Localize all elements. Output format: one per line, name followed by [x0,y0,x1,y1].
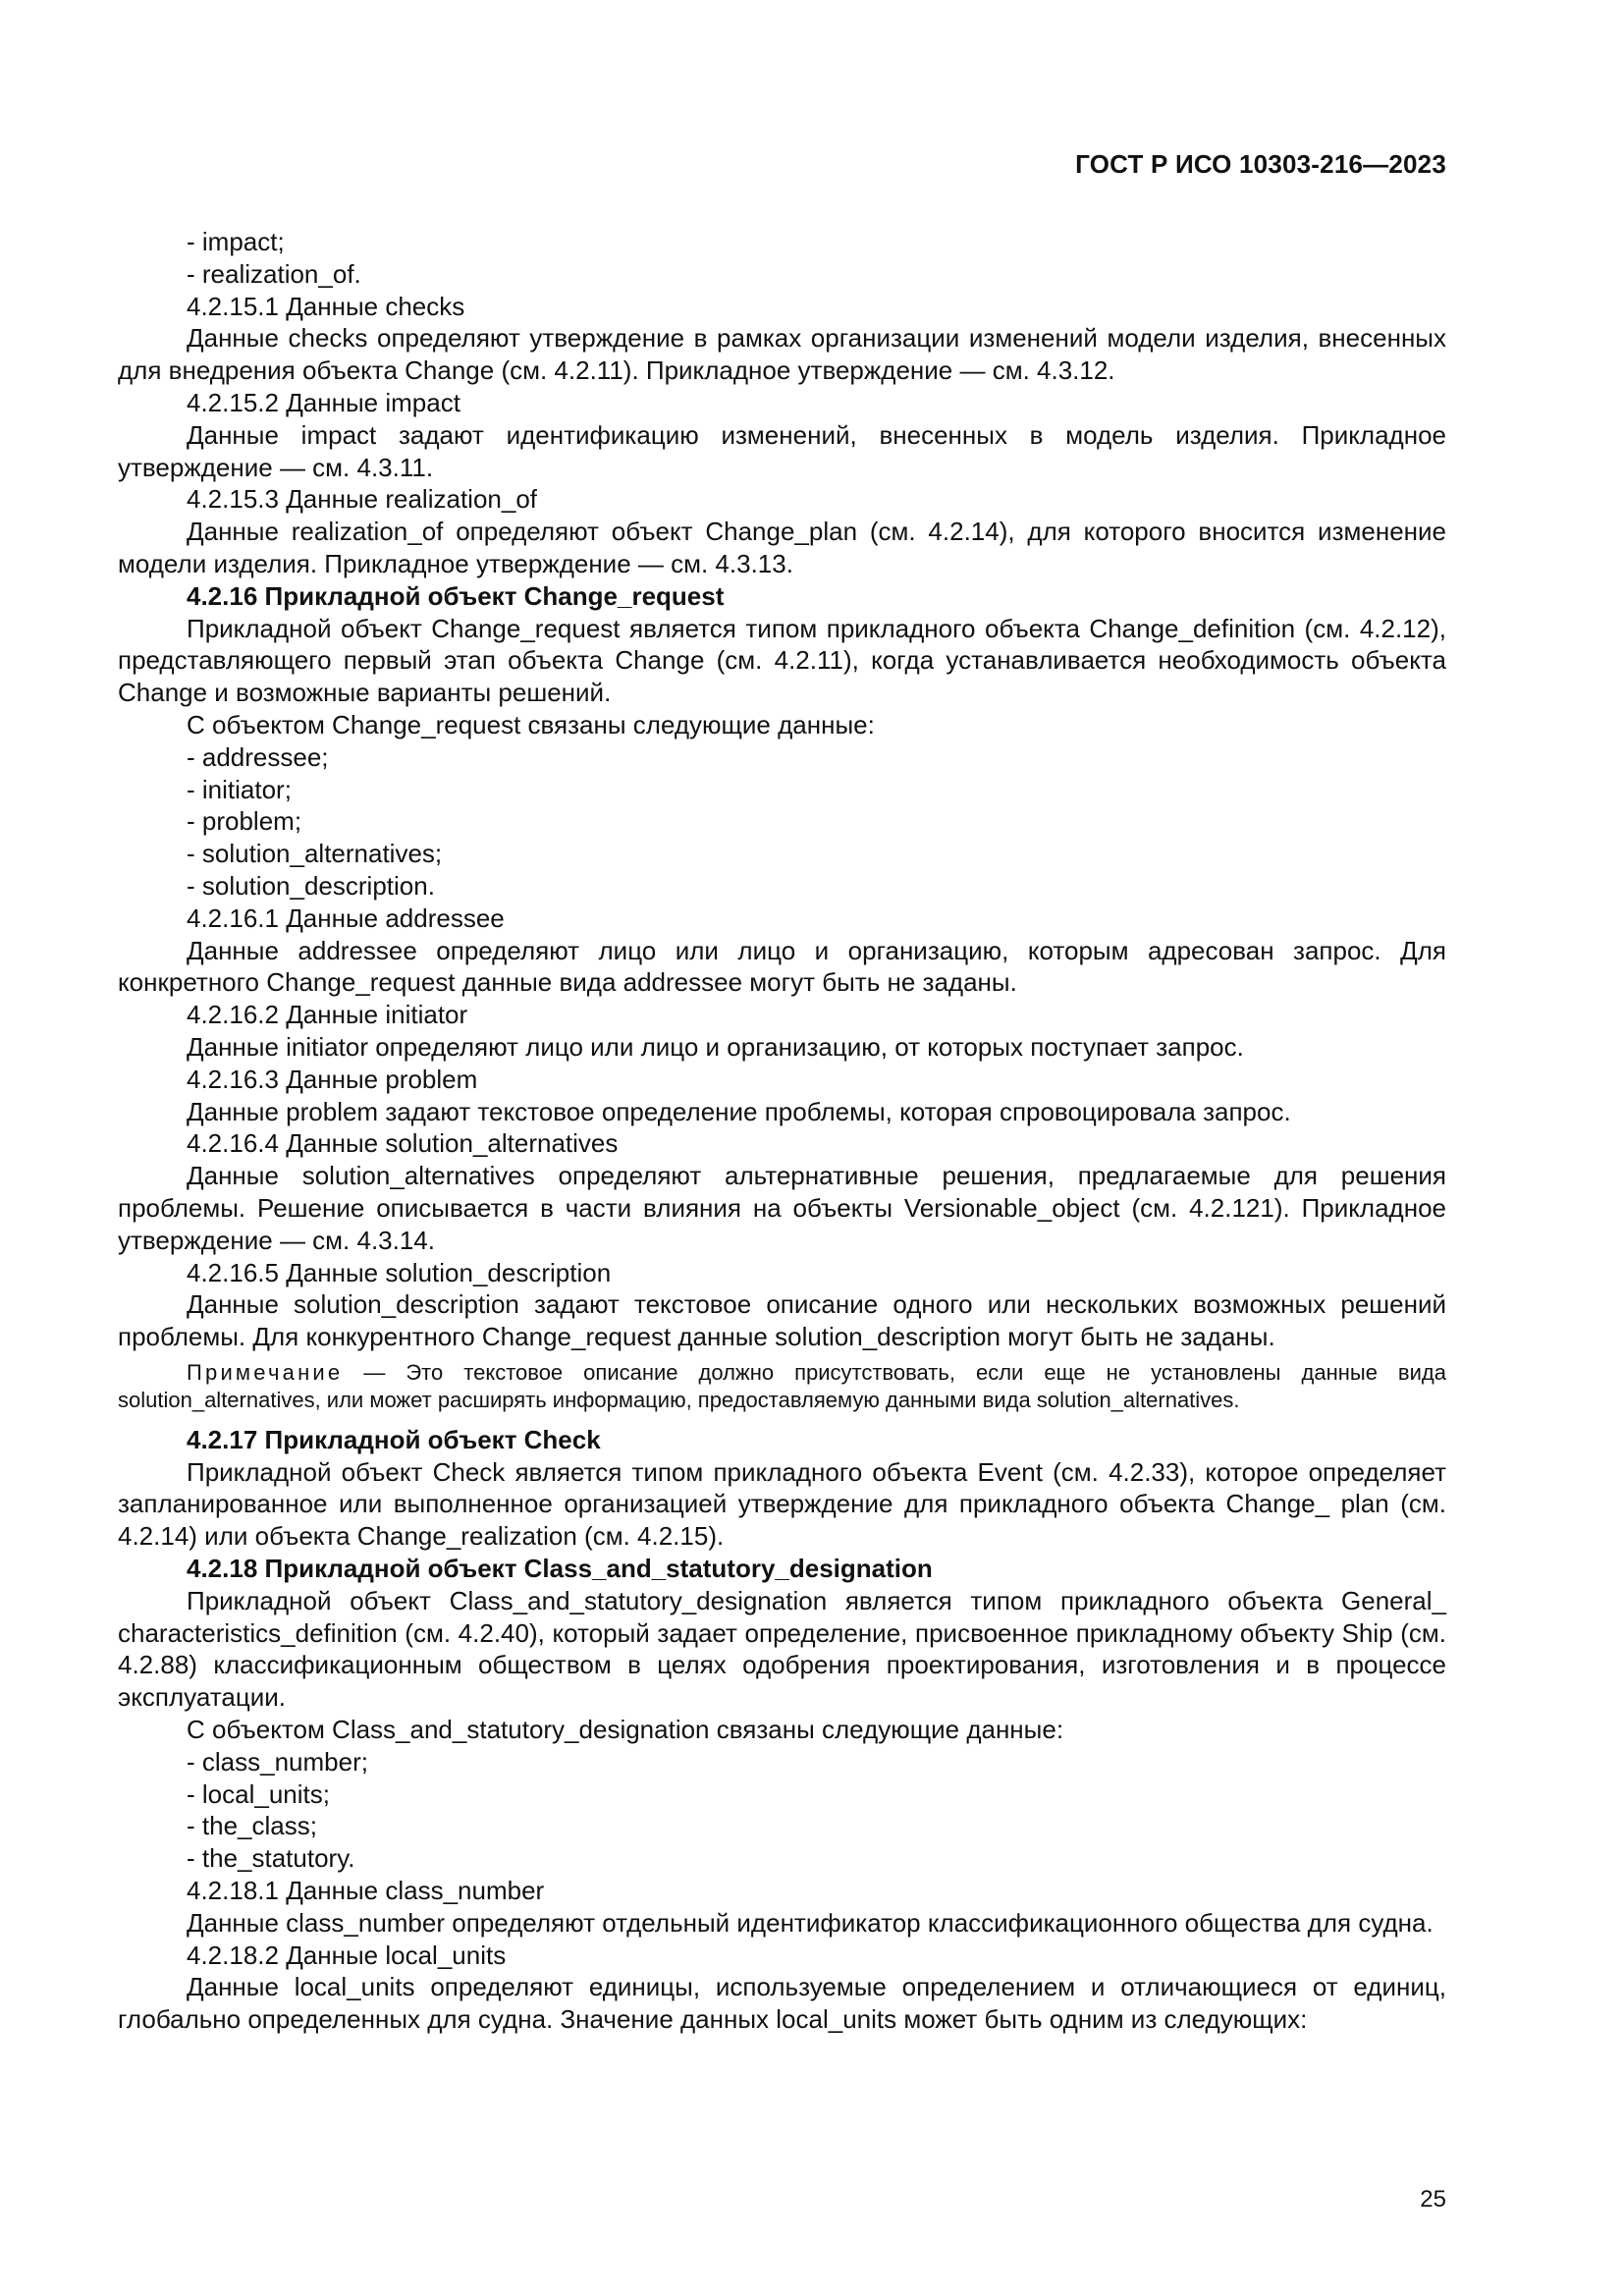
subsection-heading: 4.2.15.1 Данные checks [187,291,465,321]
paragraph: Данные realization_of определяют объект Change_plan (см. 4.2.14), для которого вносится изменение модели изделия. Прикладное утверждение — см. 4.3.13. [118,517,1446,578]
page-number: 25 [1420,2186,1446,2213]
paragraph: Прикладной объект Change_request является типом прикладного объекта Change_definition (см. 4.2.12), представляющего первый этап объекта Change (см. 4.2.11), когда устанавливается необходимость объекта Change и возможные варианты решений. [118,613,1446,708]
subsection-heading: 4.2.18.1 Данные class_number [187,1876,545,1906]
note [118,1359,1446,1414]
subsection-heading: 4.2.16.2 Данные initiator [187,1000,468,1030]
paragraph: Прикладной объект Check является типом прикладного объекта Event (см. 4.2.33), которое определяет запланированное или выполненное организацией утверждение для прикладного объекта Change_ plan (см. 4.2.14) или объекта Change_realization (см. 4.2.15). [118,1456,1446,1552]
subsection-heading: 4.2.16.1 Данные addressee [187,902,505,933]
list-item: - class_number; [187,1746,368,1777]
subsection-heading: 4.2.15.3 Данные realization_of [187,484,538,515]
subsection-heading: 4.2.16.3 Данные problem [187,1064,478,1094]
paragraph: Данные solution_alternatives определяют альтернативные решения, предлагаемые для решения проблемы. Решение описывается в части влияния на объекты Versionable_object (см. 4.2.121). Прикладное утверждение — см. 4.3.14. [118,1161,1446,1255]
subsection-heading: 4.2.15.2 Данные impact [187,387,460,417]
paragraph: Прикладной объект Class_and_statutory_designation является типом прикладного объекта General_ characteristics_definition (см. 4.2.40), который задает определение, присвоенное прикладному объекту Ship (см. 4.2.88) классификационным обществом в целях одобрения проектирования, изготовления и в процессе эксплуатации. [118,1585,1446,1713]
paragraph: Данные addressee определяют лицо или лицо и организацию, которым адресован запрос. Для конкретного Change_request данные вида addressee могут быть не заданы. [118,935,1446,998]
paragraph: Данные local_units определяют единицы, используемые определением и отличающиеся от единиц, глобально определенных для судна. Значение данных local_units может быть одним из следующих: [118,1972,1446,2035]
list-item: - realization_of. [187,258,361,289]
section-heading: 4.2.17 Прикладной объект Check [187,1424,601,1454]
paragraph: Данные checks определяют утверждение в рамках организации изменений модели изделия, внесенных для внедрения объекта Change (см. 4.2.11). Прикладное утверждение — см. 4.3.12. [118,323,1446,386]
paragraph: Данные initiator определяют лицо или лицо и организацию, от которых поступает запрос. [187,1031,1244,1062]
note-label: Примечание [187,1359,344,1385]
list-item: - solution_alternatives; [187,839,443,869]
list-item: - problem; [187,806,302,837]
paragraph: Данные solution_description задают текстовое описание одного или нескольких возможных решений проблемы. Для конкурентного Change_request данные solution_description могут быть не заданы. [118,1289,1446,1352]
note-text: — Это текстовое описание должно присутствовать, если еще не установлены данные вида solution_alternatives, или может расширять информацию, предоставляемую данными вида solution_alternatives. [118,1359,1446,1412]
document-header: ГОСТ Р ИСО 10303-216—2023 [1075,149,1446,179]
paragraph: Данные class_number определяют отдельный идентификатор классификационного общества для судна. [187,1907,1434,1938]
list-item: - addressee; [187,741,329,772]
list-item: - impact; [187,227,285,256]
list-item: - the_class; [187,1811,317,1841]
list-item: - the_statutory. [187,1843,355,1874]
section-heading: 4.2.18 Прикладной объект Class_and_statutory_designation [187,1554,933,1584]
paragraph: С объектом Change_request связаны следующие данные: [187,709,875,739]
paragraph: С объектом Class_and_statutory_designation связаны следующие данные: [187,1715,1064,1745]
list-item: - local_units; [187,1778,330,1809]
subsection-heading: 4.2.16.4 Данные solution_alternatives [187,1128,619,1159]
document-body [118,226,1446,2036]
paragraph: Данные problem задают текстовое определение проблемы, которая спровоцировала запрос. [187,1096,1291,1126]
subsection-heading: 4.2.18.2 Данные local_units [187,1940,507,1970]
list-item: - solution_description. [187,870,435,901]
paragraph: Данные impact задают идентификацию изменений, внесенных в модель изделия. Прикладное утверждение — см. 4.3.11. [118,419,1446,482]
subsection-heading: 4.2.16.5 Данные solution_description [187,1257,612,1287]
list-item: - initiator; [187,774,292,804]
section-heading: 4.2.16 Прикладной объект Change_request [187,580,725,611]
